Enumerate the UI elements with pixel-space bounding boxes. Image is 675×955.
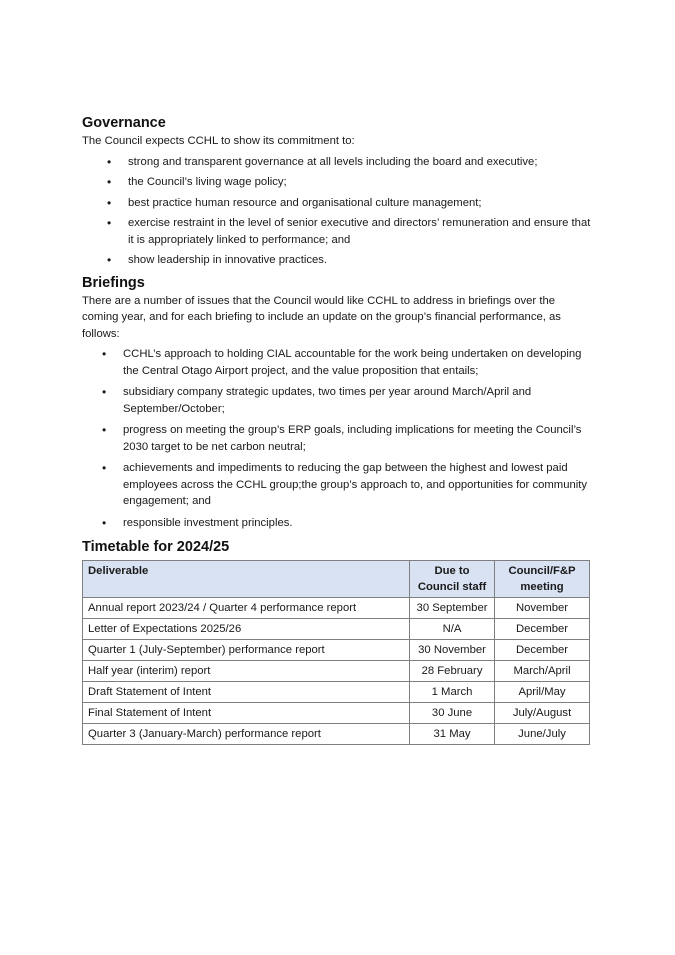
document-page <box>82 113 594 745</box>
table-cell: April/May <box>495 682 590 703</box>
table-row <box>83 703 590 724</box>
table-cell: Half year (interim) report <box>83 661 410 682</box>
table-cell: Quarter 1 (July-September) performance report <box>83 640 410 661</box>
list-item: • CCHL’s approach to holding CIAL accountable for the work being undertaken on developing the Central Otago Airport project, and the value proposition that entails; <box>82 346 594 379</box>
table-row <box>83 682 590 703</box>
table-cell: 30 June <box>410 703 495 724</box>
table-row <box>83 619 590 640</box>
table-cell: 30 November <box>410 640 495 661</box>
list-item: • show leadership in innovative practices. <box>82 252 594 269</box>
table-cell: June/July <box>495 724 590 745</box>
governance-list <box>82 154 594 269</box>
list-item: • subsidiary company strategic updates, two times per year around March/April and September/October; <box>82 384 594 417</box>
table-cell: Draft Statement of Intent <box>83 682 410 703</box>
table-cell: July/August <box>495 703 590 724</box>
table-cell: 30 September <box>410 598 495 619</box>
table-cell: Letter of Expectations 2025/26 <box>83 619 410 640</box>
column-header-meeting: Council/F&P meeting <box>495 561 590 598</box>
list-item: • the Council’s living wage policy; <box>82 174 594 191</box>
table-cell: November <box>495 598 590 619</box>
list-item: • best practice human resource and organisational culture management; <box>82 195 594 212</box>
list-item: • progress on meeting the group’s ERP goals, including implications for meeting the Council’s 2030 target to be net carbon neutral; <box>82 422 594 455</box>
list-item: • strong and transparent governance at all levels including the board and executive; <box>82 154 594 171</box>
table-cell: 1 March <box>410 682 495 703</box>
table-cell: 31 May <box>410 724 495 745</box>
table-cell: March/April <box>495 661 590 682</box>
list-item: • exercise restraint in the level of senior executive and directors’ remuneration and ensure that it is appropriately linked to performance; and <box>82 215 594 248</box>
list-item: • achievements and impediments to reducing the gap between the highest and lowest paid employees across the CCHL group;the group’s approach to, and opportunities for community engagement; and <box>82 460 594 510</box>
briefings-heading: Briefings <box>82 274 145 291</box>
table-cell: Annual report 2023/24 / Quarter 4 performance report <box>83 598 410 619</box>
governance-intro: The Council expects CCHL to show its commitment to: <box>82 135 355 147</box>
column-header-due: Due to Council staff <box>410 561 495 598</box>
table-cell: N/A <box>410 619 495 640</box>
table-row <box>83 724 590 745</box>
table-row <box>83 661 590 682</box>
governance-heading: Governance <box>82 115 166 131</box>
briefings-list <box>82 346 594 531</box>
column-header-deliverable: Deliverable <box>83 561 410 598</box>
table-cell: December <box>495 640 590 661</box>
table-cell: Final Statement of Intent <box>83 703 410 724</box>
timetable-table <box>82 560 590 745</box>
list-item: • responsible investment principles. <box>82 515 594 532</box>
briefings-intro: There are a number of issues that the Council would like CCHL to address in briefings over the coming year, and for each briefing to include an update on the group’s financial performance, as follows: <box>82 294 561 340</box>
table-row <box>83 598 590 619</box>
table-cell: 28 February <box>410 661 495 682</box>
timetable-heading: Timetable for 2024/25 <box>82 539 230 555</box>
table-cell: Quarter 3 (January-March) performance report <box>83 724 410 745</box>
table-cell: December <box>495 619 590 640</box>
table-row <box>83 640 590 661</box>
table-header-row <box>83 561 590 598</box>
